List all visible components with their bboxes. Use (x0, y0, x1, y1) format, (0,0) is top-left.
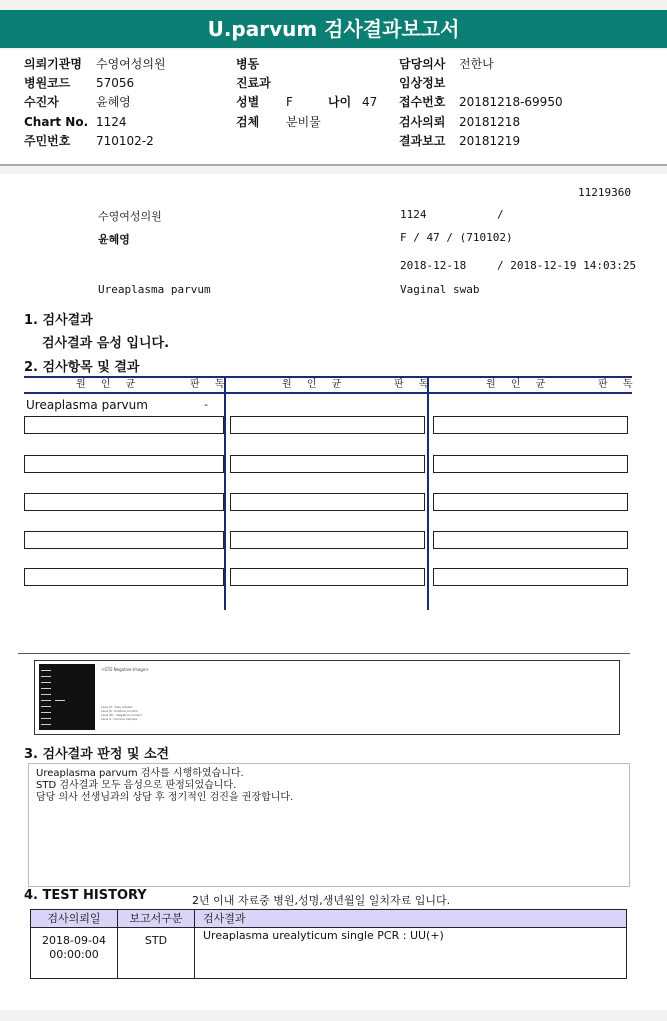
report-received-date: 2018-12-18 (400, 259, 467, 272)
grid-item-result: - (204, 398, 208, 411)
gel-legend-line: Lane M : Size marker (101, 705, 133, 709)
reception-label: 접수번호 (399, 95, 446, 109)
history-time: 00:00:00 (49, 948, 99, 961)
gel-legend-line: Lane NC : Negative Control (101, 713, 142, 717)
report-sex-age: F / 47 / (710102) (400, 231, 513, 244)
history-header-type: 보고서구분 (118, 910, 195, 928)
hospital-field (24, 55, 166, 73)
grid-header-result-1: 판 독 (190, 379, 231, 390)
dept-field (236, 74, 286, 92)
gel-legend-line: Lane S : Clinical Sample (101, 717, 138, 721)
sex-field (236, 93, 377, 111)
grid-cell (433, 531, 628, 549)
doctor-field (399, 55, 494, 73)
result-summary: 검사결과 음성 입니다. (42, 336, 170, 351)
grid-header-result-3: 판 독 (598, 379, 639, 390)
reception-value: 20181218-69950 (459, 95, 563, 109)
request-field (399, 113, 520, 131)
age-label: 나이 (328, 95, 352, 109)
gel-image-frame (34, 660, 620, 735)
specimen-label: 검체 (236, 115, 260, 129)
grid-item-name: Ureaplasma parvum (26, 398, 148, 412)
gel-image-legend (101, 705, 142, 721)
history-note: 2년 이내 자료중 병원,성명,생년월일 일치자료 입니다. (192, 894, 451, 907)
section2-title: 2. 검사항목 및 결과 (24, 360, 140, 375)
doctor-value: 전한나 (459, 57, 494, 71)
report-specimen: Vaginal swab (400, 283, 480, 296)
history-date: 2018-09-04 (42, 934, 106, 947)
age-value: 47 (362, 95, 378, 109)
grid-cell (24, 493, 224, 511)
grid-header-organism-2: 원 인 균 (282, 379, 348, 390)
report-id: 11219360 (578, 186, 631, 199)
specimen-field (236, 113, 321, 131)
report-test-name: Ureaplasma parvum (98, 283, 211, 296)
clinical-label: 임상정보 (399, 76, 446, 90)
grid-cell (433, 568, 628, 586)
grid-cell (230, 568, 425, 586)
history-type: STD (118, 928, 195, 979)
patient-info-panel (0, 50, 667, 166)
code-field (24, 74, 134, 92)
hospital-label: 의뢰기관명 (24, 57, 82, 71)
gel-legend-line: Lane N : Positive Control (101, 709, 138, 713)
ward-field (236, 55, 286, 73)
opinion-box (28, 763, 630, 887)
grid-cell (230, 455, 425, 473)
request-value: 20181218 (459, 115, 521, 129)
grid-cell (230, 493, 425, 511)
rrn-value: 710102-2 (96, 134, 154, 148)
specimen-value: 분비물 (286, 115, 321, 129)
patient-field (24, 93, 131, 111)
history-result: Ureaplasma urealyticum single PCR : UU(+) (203, 929, 444, 942)
grid-cell (433, 455, 628, 473)
rrn-field (24, 132, 154, 150)
rrn-label: 주민번호 (24, 134, 71, 148)
grid-cell (24, 416, 224, 434)
chart-value: 1124 (96, 115, 127, 129)
clinical-field (399, 74, 459, 92)
grid-header-organism-1: 원 인 균 (76, 379, 142, 390)
doctor-label: 담당의사 (399, 57, 446, 71)
grid-header-result-2: 판 독 (394, 379, 435, 390)
report-chart-separator: / (497, 208, 504, 221)
result-grid (24, 376, 639, 610)
gel-image-caption: <STD Negative Image> (101, 667, 149, 672)
section4-title: 4. TEST HISTORY (24, 888, 147, 903)
report-reported-date: / 2018-12-19 14:03:25 (497, 259, 637, 272)
report-patient: 윤혜영 (98, 233, 130, 246)
section1-title: 1. 검사결과 (24, 313, 93, 328)
grid-divider-2 (427, 376, 429, 610)
sex-label: 성별 (236, 95, 260, 109)
opinion-line: STD 검사결과 모두 음성으로 판정되었습니다. (36, 780, 237, 791)
grid-cell (24, 455, 224, 473)
history-header-date: 검사의뢰일 (31, 910, 118, 928)
grid-cell (230, 416, 425, 434)
code-value: 57056 (96, 76, 135, 90)
request-label: 검사의뢰 (399, 115, 446, 129)
code-label: 병원코드 (24, 76, 71, 90)
opinion-line: Ureaplasma parvum 검사를 시행하였습니다. (36, 768, 244, 779)
chart-field (24, 113, 127, 131)
report-body (0, 174, 667, 1010)
section3-title: 3. 검사결과 판정 및 소견 (24, 747, 170, 762)
dept-label: 진료과 (236, 76, 271, 90)
gel-electrophoresis-image (39, 664, 95, 730)
section-divider (18, 653, 630, 654)
grid-cell (24, 568, 224, 586)
table-row (31, 928, 118, 979)
patient-value: 윤혜영 (96, 95, 131, 109)
history-header-result: 검사결과 (195, 910, 626, 928)
grid-header-line (24, 392, 632, 394)
grid-header-organism-3: 원 인 균 (486, 379, 552, 390)
reception-field (399, 93, 563, 111)
report-date-field (399, 132, 520, 150)
sex-value: F (286, 95, 293, 109)
grid-cell (433, 416, 628, 434)
patient-label: 수진자 (24, 95, 59, 109)
report-hospital: 수영여성의원 (98, 210, 162, 223)
grid-cell (433, 493, 628, 511)
opinion-line: 담당 의사 선생님과의 상담 후 정기적인 검진을 권장합니다. (36, 792, 294, 803)
history-table (30, 909, 627, 979)
report-title: U.parvum 검사결과보고서 (0, 10, 667, 48)
report-date-label: 결과보고 (399, 134, 446, 148)
report-chart: 1124 (400, 208, 427, 221)
ward-label: 병동 (236, 57, 260, 71)
grid-cell (230, 531, 425, 549)
grid-cell (24, 531, 224, 549)
report-date-value: 20181219 (459, 134, 521, 148)
chart-label: Chart No. (24, 115, 89, 129)
grid-divider-1 (224, 376, 226, 610)
hospital-value: 수영여성의원 (96, 57, 166, 71)
